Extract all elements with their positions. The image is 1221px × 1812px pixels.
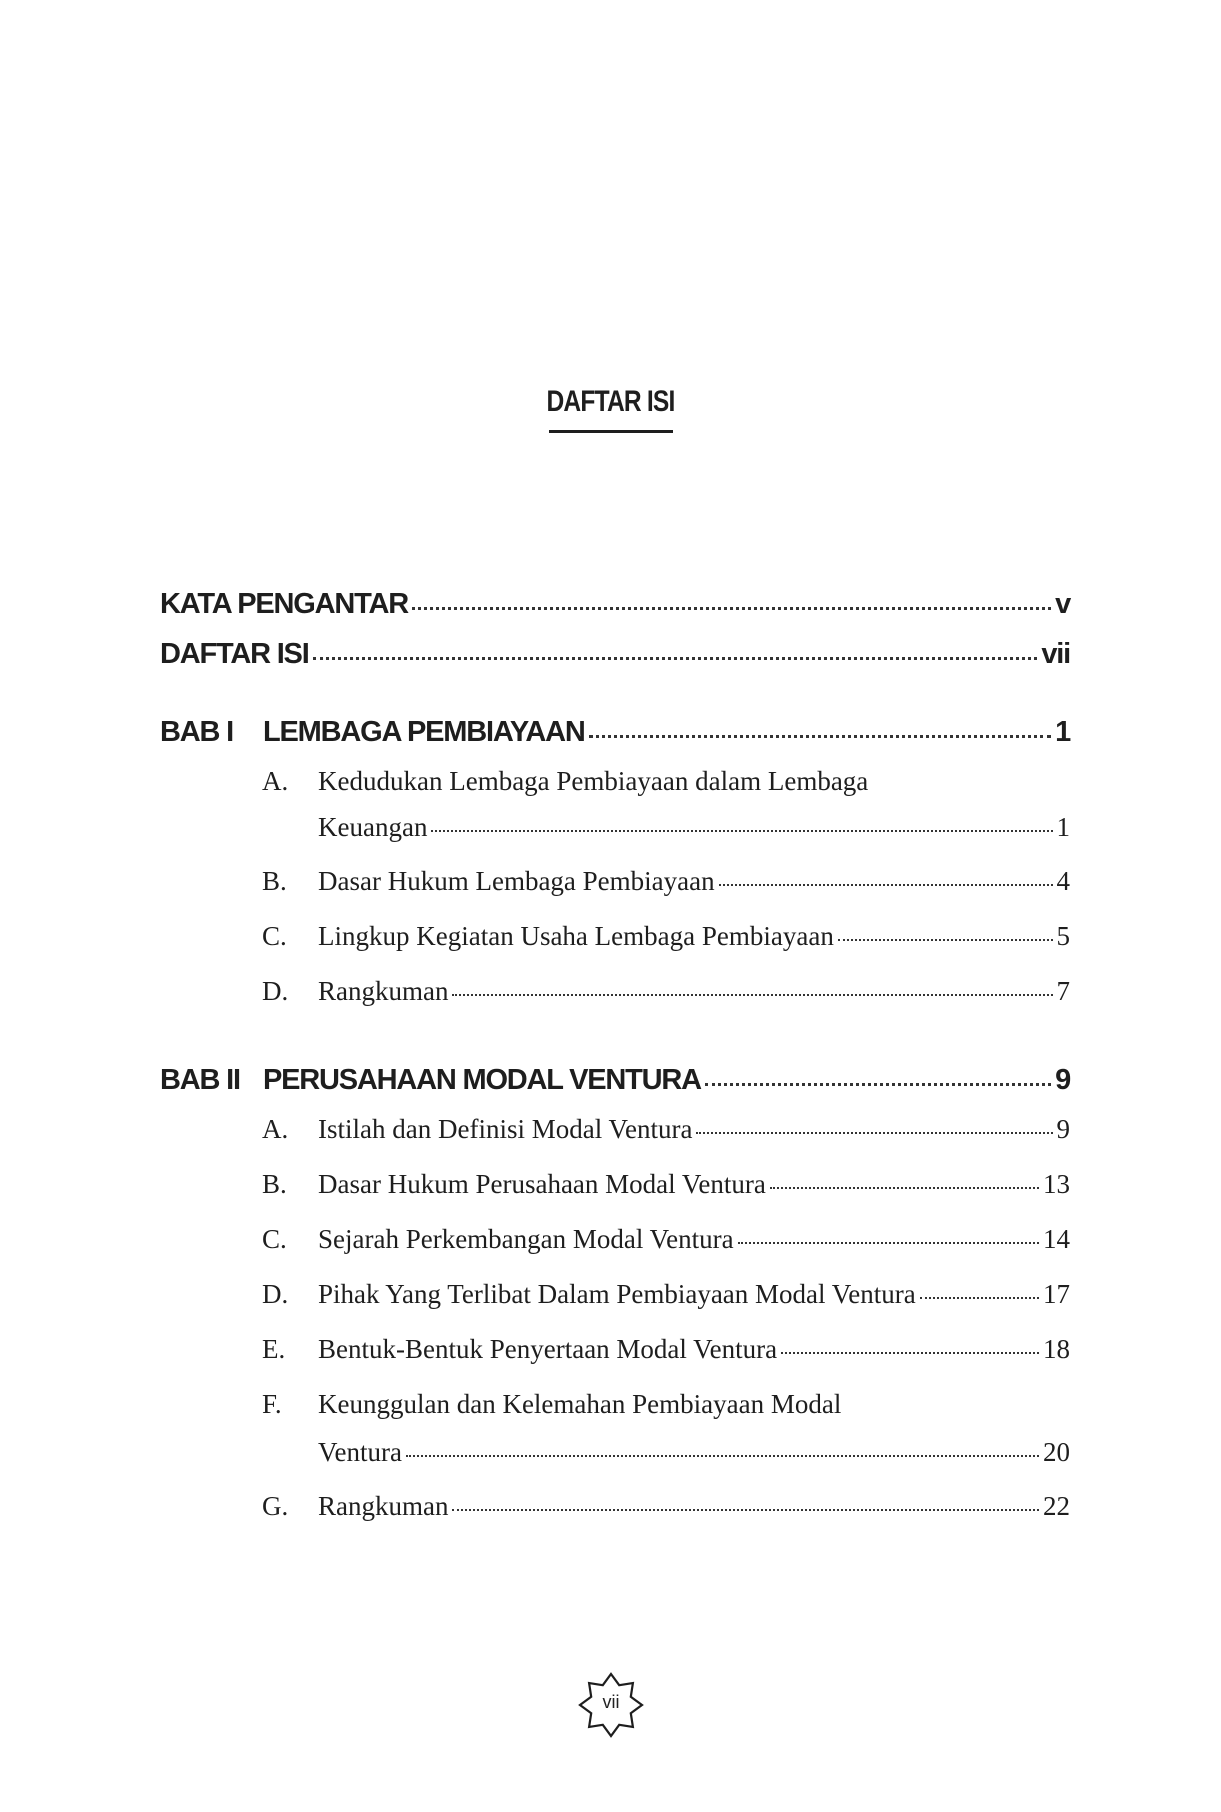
section-letter: B. bbox=[262, 1169, 287, 1199]
chapter-page: 1 bbox=[1055, 716, 1070, 748]
dot-leader bbox=[452, 1509, 1039, 1511]
section-letter: D. bbox=[262, 1279, 289, 1309]
section-title: Ventura bbox=[318, 1437, 402, 1467]
toc-section-2a[interactable] bbox=[318, 1114, 1070, 1145]
toc-section-1d[interactable] bbox=[318, 976, 1070, 1007]
section-page: 1 bbox=[1056, 812, 1070, 842]
section-page: 13 bbox=[1043, 1169, 1070, 1199]
toc-section-2d[interactable] bbox=[318, 1279, 1070, 1310]
dot-leader bbox=[696, 1132, 1052, 1134]
toc-section-1a[interactable] bbox=[318, 812, 1070, 843]
dot-leader bbox=[738, 1242, 1039, 1244]
section-title: Pihak Yang Terlibat Dalam Pembiayaan Modal Ventura bbox=[318, 1279, 916, 1309]
chapter-page: 9 bbox=[1055, 1064, 1070, 1096]
dot-leader bbox=[313, 657, 1038, 660]
page-number: vii bbox=[602, 1692, 620, 1712]
section-title: Dasar Hukum Lembaga Pembiayaan bbox=[318, 866, 715, 896]
section-page: 9 bbox=[1056, 1114, 1070, 1144]
dot-leader bbox=[705, 1083, 1051, 1086]
toc-section-1c[interactable] bbox=[318, 921, 1070, 952]
dot-leader bbox=[781, 1352, 1039, 1354]
dot-leader bbox=[412, 607, 1051, 610]
dot-leader bbox=[719, 884, 1053, 886]
toc-chapter-1[interactable] bbox=[263, 716, 1070, 749]
section-letter: G. bbox=[262, 1491, 289, 1521]
dot-leader bbox=[452, 994, 1052, 996]
section-letter: B. bbox=[262, 866, 287, 896]
section-title-line1: Keunggulan dan Kelemahan Pembiayaan Modal bbox=[318, 1389, 842, 1419]
section-letter: A. bbox=[262, 1114, 289, 1144]
section-title: Keuangan bbox=[318, 812, 428, 842]
toc-entry-page: v bbox=[1055, 588, 1070, 620]
section-letter: C. bbox=[262, 1224, 287, 1254]
section-title: Sejarah Perkembangan Modal Ventura bbox=[318, 1224, 734, 1254]
dot-leader bbox=[406, 1455, 1039, 1457]
toc-section-2c[interactable] bbox=[318, 1224, 1070, 1255]
section-letter: C. bbox=[262, 921, 287, 951]
toc-chapter-2[interactable] bbox=[263, 1064, 1070, 1097]
section-title-line1: Kedudukan Lembaga Pembiayaan dalam Lembaga bbox=[318, 766, 869, 796]
section-letter: F. bbox=[262, 1389, 282, 1419]
section-title: Rangkuman bbox=[318, 1491, 449, 1521]
section-letter: E. bbox=[262, 1334, 286, 1364]
chapter-title: LEMBAGA PEMBIAYAAN bbox=[263, 716, 585, 748]
section-title: Rangkuman bbox=[318, 976, 449, 1006]
section-title: Bentuk-Bentuk Penyertaan Modal Ventura bbox=[318, 1334, 778, 1364]
dot-leader bbox=[920, 1297, 1039, 1299]
section-page: 17 bbox=[1043, 1279, 1070, 1309]
chapter-label: BAB I bbox=[160, 716, 233, 748]
section-page: 7 bbox=[1056, 976, 1070, 1006]
section-letter: D. bbox=[262, 976, 289, 1006]
dot-leader bbox=[589, 735, 1051, 738]
section-page: 4 bbox=[1056, 866, 1070, 896]
toc-entry-title: DAFTAR ISI bbox=[160, 638, 309, 670]
section-title: Dasar Hukum Perusahaan Modal Ventura bbox=[318, 1169, 766, 1199]
section-page: 22 bbox=[1043, 1491, 1070, 1521]
chapter-title: PERUSAHAAN MODAL VENTURA bbox=[263, 1064, 701, 1096]
dot-leader bbox=[838, 939, 1053, 941]
page-title: DAFTAR ISI bbox=[546, 385, 675, 418]
dot-leader bbox=[770, 1187, 1039, 1189]
toc-section-2b[interactable] bbox=[318, 1169, 1070, 1200]
section-page: 5 bbox=[1056, 921, 1070, 951]
section-title: Lingkup Kegiatan Usaha Lembaga Pembiayaan bbox=[318, 921, 834, 951]
toc-entry-daftar-isi[interactable] bbox=[160, 638, 1070, 671]
section-letter: A. bbox=[262, 766, 289, 796]
title-underline bbox=[549, 430, 673, 433]
toc-entry-title: KATA PENGANTAR bbox=[160, 588, 408, 620]
section-page: 18 bbox=[1043, 1334, 1070, 1364]
toc-entry-page: vii bbox=[1041, 638, 1070, 670]
toc-section-2g[interactable] bbox=[318, 1491, 1070, 1522]
dot-leader bbox=[431, 830, 1052, 832]
toc-section-2e[interactable] bbox=[318, 1334, 1070, 1365]
chapter-label: BAB II bbox=[160, 1064, 240, 1096]
toc-entry-kata-pengantar[interactable] bbox=[160, 588, 1070, 621]
toc-section-1b[interactable] bbox=[318, 866, 1070, 897]
section-page: 20 bbox=[1043, 1437, 1070, 1467]
section-title: Istilah dan Definisi Modal Ventura bbox=[318, 1114, 693, 1144]
toc-section-2f[interactable] bbox=[318, 1437, 1070, 1468]
section-page: 14 bbox=[1043, 1224, 1070, 1254]
